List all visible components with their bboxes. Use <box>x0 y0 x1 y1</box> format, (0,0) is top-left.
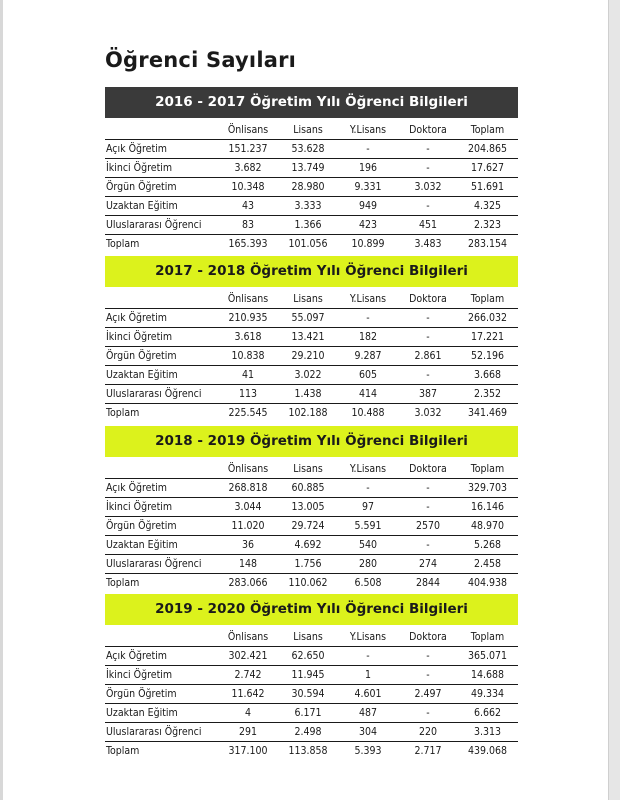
row-label: Örgün Öğretim <box>105 178 217 197</box>
row-uzaktan-egitim <box>105 197 518 216</box>
table-cell: 6.171 <box>279 704 337 723</box>
column-header: Önlisans <box>227 124 269 136</box>
column-header: Toplam <box>470 124 505 136</box>
table-cell: 17.221 <box>457 328 518 347</box>
row-label: İkinci Öğretim <box>105 666 217 685</box>
table-cell: 387 <box>399 385 457 404</box>
table-cell: 3.022 <box>279 366 337 385</box>
table-cell: 48.970 <box>457 517 518 536</box>
column-header: Lisans <box>293 124 323 136</box>
table-cell: 4.692 <box>279 536 337 555</box>
table-cell: 5.268 <box>457 536 518 555</box>
row-acik-ogretim <box>105 140 518 159</box>
row-label: Uzaktan Eğitim <box>105 536 217 555</box>
table-cell: 3.333 <box>279 197 337 216</box>
table-cell: 423 <box>337 216 399 235</box>
section-heading: 2016 - 2017 Öğretim Yılı Öğrenci Bilgileri <box>105 87 518 118</box>
table-cell: 5.393 <box>337 742 399 761</box>
table-cell: 29.724 <box>279 517 337 536</box>
table-header-row <box>105 460 518 479</box>
table-cell: 2.323 <box>457 216 518 235</box>
table-cell: 225.545 <box>217 404 279 423</box>
table-cell: 3.483 <box>399 235 457 254</box>
row-toplam <box>105 742 518 761</box>
table-cell: 52.196 <box>457 347 518 366</box>
row-orgun-ogretim <box>105 347 518 366</box>
table-cell: 11.945 <box>279 666 337 685</box>
table-cell: 60.885 <box>279 479 337 498</box>
row-uluslararasi-ogrenci <box>105 216 518 235</box>
table-cell: 43 <box>217 197 279 216</box>
row-uluslararasi-ogrenci <box>105 385 518 404</box>
column-header: Önlisans <box>227 631 269 643</box>
table-cell: 97 <box>337 498 399 517</box>
row-label: Uzaktan Eğitim <box>105 197 217 216</box>
table-cell: - <box>399 498 457 517</box>
table-cell: 29.210 <box>279 347 337 366</box>
column-header: Lisans <box>293 293 323 305</box>
student-table <box>105 460 518 592</box>
student-table <box>105 121 518 253</box>
table-cell: - <box>399 159 457 178</box>
page-title: Öğrenci Sayıları <box>105 48 297 72</box>
table-cell: 3.032 <box>399 178 457 197</box>
row-toplam <box>105 235 518 254</box>
table-cell: 4 <box>217 704 279 723</box>
row-ikinci-ogretim <box>105 666 518 685</box>
table-cell: 4.601 <box>337 685 399 704</box>
table-cell: - <box>399 366 457 385</box>
row-label: Uluslararası Öğrenci <box>105 385 217 404</box>
header-blank <box>105 628 217 647</box>
section-4 <box>105 594 518 760</box>
table-cell: 439.068 <box>457 742 518 761</box>
table-cell: 1.756 <box>279 555 337 574</box>
row-label: Açık Öğretim <box>105 309 217 328</box>
table-cell: 210.935 <box>217 309 279 328</box>
table-cell: 2.498 <box>279 723 337 742</box>
table-cell: 268.818 <box>217 479 279 498</box>
table-cell: 11.020 <box>217 517 279 536</box>
table-cell: - <box>337 309 399 328</box>
table-cell: 1.366 <box>279 216 337 235</box>
table-cell: 10.348 <box>217 178 279 197</box>
row-label: Örgün Öğretim <box>105 517 217 536</box>
table-cell: - <box>399 647 457 666</box>
row-orgun-ogretim <box>105 178 518 197</box>
column-header: Doktora <box>409 293 447 305</box>
row-orgun-ogretim <box>105 517 518 536</box>
row-acik-ogretim <box>105 479 518 498</box>
table-cell: 11.642 <box>217 685 279 704</box>
row-label: İkinci Öğretim <box>105 159 217 178</box>
table-cell: 1 <box>337 666 399 685</box>
table-cell: - <box>337 479 399 498</box>
column-header: Doktora <box>409 124 447 136</box>
column-header: Y.Lisans <box>349 293 387 305</box>
table-cell: 2.497 <box>399 685 457 704</box>
column-header: Lisans <box>293 463 323 475</box>
table-cell: 41 <box>217 366 279 385</box>
table-cell: 13.421 <box>279 328 337 347</box>
row-label: Örgün Öğretim <box>105 685 217 704</box>
column-header: Y.Lisans <box>349 463 387 475</box>
table-cell: 280 <box>337 555 399 574</box>
table-cell: 113 <box>217 385 279 404</box>
table-cell: - <box>399 140 457 159</box>
table-cell: 404.938 <box>457 574 518 593</box>
table-cell: 283.066 <box>217 574 279 593</box>
row-ikinci-ogretim <box>105 159 518 178</box>
column-header: Lisans <box>293 631 323 643</box>
table-cell: 16.146 <box>457 498 518 517</box>
table-cell: 151.237 <box>217 140 279 159</box>
column-header: Önlisans <box>227 293 269 305</box>
table-cell: 30.594 <box>279 685 337 704</box>
table-cell: 2844 <box>399 574 457 593</box>
section-2 <box>105 256 518 422</box>
table-cell: 283.154 <box>457 235 518 254</box>
table-cell: - <box>337 647 399 666</box>
header-blank <box>105 460 217 479</box>
header-blank <box>105 121 217 140</box>
row-label: Uzaktan Eğitim <box>105 704 217 723</box>
table-cell: 304 <box>337 723 399 742</box>
table-cell: 220 <box>399 723 457 742</box>
row-toplam <box>105 574 518 593</box>
table-cell: 36 <box>217 536 279 555</box>
table-header-row <box>105 290 518 309</box>
table-cell: 196 <box>337 159 399 178</box>
section-heading: 2017 - 2018 Öğretim Yılı Öğrenci Bilgileri <box>105 256 518 287</box>
row-label: Uluslararası Öğrenci <box>105 723 217 742</box>
table-cell: - <box>399 479 457 498</box>
table-cell: 605 <box>337 366 399 385</box>
column-header: Doktora <box>409 463 447 475</box>
row-uluslararasi-ogrenci <box>105 555 518 574</box>
row-label: Uluslararası Öğrenci <box>105 555 217 574</box>
column-header: Önlisans <box>227 463 269 475</box>
table-cell: 55.097 <box>279 309 337 328</box>
table-cell: 182 <box>337 328 399 347</box>
table-cell: 365.071 <box>457 647 518 666</box>
column-header: Toplam <box>470 463 505 475</box>
table-cell: - <box>399 536 457 555</box>
table-cell: 165.393 <box>217 235 279 254</box>
table-cell: 14.688 <box>457 666 518 685</box>
row-uzaktan-egitim <box>105 366 518 385</box>
table-cell: 341.469 <box>457 404 518 423</box>
row-label: Toplam <box>105 742 217 761</box>
table-cell: 2570 <box>399 517 457 536</box>
table-header-row <box>105 121 518 140</box>
table-cell: 6.662 <box>457 704 518 723</box>
table-cell: 291 <box>217 723 279 742</box>
table-cell: 3.313 <box>457 723 518 742</box>
column-header: Y.Lisans <box>349 631 387 643</box>
row-label: Açık Öğretim <box>105 647 217 666</box>
section-heading: 2018 - 2019 Öğretim Yılı Öğrenci Bilgileri <box>105 426 518 457</box>
table-cell: 1.438 <box>279 385 337 404</box>
row-label: Toplam <box>105 574 217 593</box>
table-cell: 5.591 <box>337 517 399 536</box>
table-cell: 3.618 <box>217 328 279 347</box>
table-cell: 113.858 <box>279 742 337 761</box>
table-cell: 414 <box>337 385 399 404</box>
table-cell: 451 <box>399 216 457 235</box>
table-cell: 28.980 <box>279 178 337 197</box>
row-label: Açık Öğretim <box>105 479 217 498</box>
row-ikinci-ogretim <box>105 498 518 517</box>
table-cell: 148 <box>217 555 279 574</box>
page-left-edge <box>0 0 3 800</box>
table-cell: 62.650 <box>279 647 337 666</box>
table-cell: - <box>399 704 457 723</box>
table-cell: 274 <box>399 555 457 574</box>
table-cell: 3.668 <box>457 366 518 385</box>
table-cell: 53.628 <box>279 140 337 159</box>
row-label: Açık Öğretim <box>105 140 217 159</box>
row-uzaktan-egitim <box>105 536 518 555</box>
table-cell: 266.032 <box>457 309 518 328</box>
table-cell: 9.331 <box>337 178 399 197</box>
row-label: Uzaktan Eğitim <box>105 366 217 385</box>
table-cell: 49.334 <box>457 685 518 704</box>
table-cell: 13.749 <box>279 159 337 178</box>
column-header: Toplam <box>470 631 505 643</box>
table-cell: 2.352 <box>457 385 518 404</box>
table-header-row <box>105 628 518 647</box>
table-cell: 2.717 <box>399 742 457 761</box>
row-label: İkinci Öğretim <box>105 498 217 517</box>
table-cell: 102.188 <box>279 404 337 423</box>
section-1 <box>105 87 518 253</box>
student-table <box>105 290 518 422</box>
row-ikinci-ogretim <box>105 328 518 347</box>
table-cell: 204.865 <box>457 140 518 159</box>
row-label: İkinci Öğretim <box>105 328 217 347</box>
column-header: Doktora <box>409 631 447 643</box>
table-cell: 2.458 <box>457 555 518 574</box>
column-header: Toplam <box>470 293 505 305</box>
table-cell: 10.899 <box>337 235 399 254</box>
table-cell: 83 <box>217 216 279 235</box>
row-label: Toplam <box>105 404 217 423</box>
table-cell: - <box>399 197 457 216</box>
table-cell: 110.062 <box>279 574 337 593</box>
row-acik-ogretim <box>105 309 518 328</box>
row-label: Toplam <box>105 235 217 254</box>
table-cell: 9.287 <box>337 347 399 366</box>
row-label: Örgün Öğretim <box>105 347 217 366</box>
table-cell: 4.325 <box>457 197 518 216</box>
table-cell: - <box>337 140 399 159</box>
table-cell: 949 <box>337 197 399 216</box>
table-cell: - <box>399 309 457 328</box>
table-cell: 3.044 <box>217 498 279 517</box>
table-cell: 317.100 <box>217 742 279 761</box>
table-cell: 329.703 <box>457 479 518 498</box>
table-cell: 2.861 <box>399 347 457 366</box>
row-uzaktan-egitim <box>105 704 518 723</box>
table-cell: 302.421 <box>217 647 279 666</box>
section-heading: 2019 - 2020 Öğretim Yılı Öğrenci Bilgileri <box>105 594 518 625</box>
section-3 <box>105 426 518 592</box>
row-label: Uluslararası Öğrenci <box>105 216 217 235</box>
row-uluslararasi-ogrenci <box>105 723 518 742</box>
table-cell: 3.032 <box>399 404 457 423</box>
table-cell: 487 <box>337 704 399 723</box>
table-cell: 2.742 <box>217 666 279 685</box>
table-cell: 3.682 <box>217 159 279 178</box>
table-cell: - <box>399 666 457 685</box>
row-orgun-ogretim <box>105 685 518 704</box>
student-table <box>105 628 518 760</box>
scrollbar[interactable] <box>608 0 620 800</box>
table-cell: - <box>399 328 457 347</box>
row-toplam <box>105 404 518 423</box>
table-cell: 10.838 <box>217 347 279 366</box>
table-cell: 540 <box>337 536 399 555</box>
table-cell: 17.627 <box>457 159 518 178</box>
table-cell: 51.691 <box>457 178 518 197</box>
header-blank <box>105 290 217 309</box>
table-cell: 6.508 <box>337 574 399 593</box>
row-acik-ogretim <box>105 647 518 666</box>
table-cell: 101.056 <box>279 235 337 254</box>
column-header: Y.Lisans <box>349 124 387 136</box>
table-cell: 13.005 <box>279 498 337 517</box>
table-cell: 10.488 <box>337 404 399 423</box>
